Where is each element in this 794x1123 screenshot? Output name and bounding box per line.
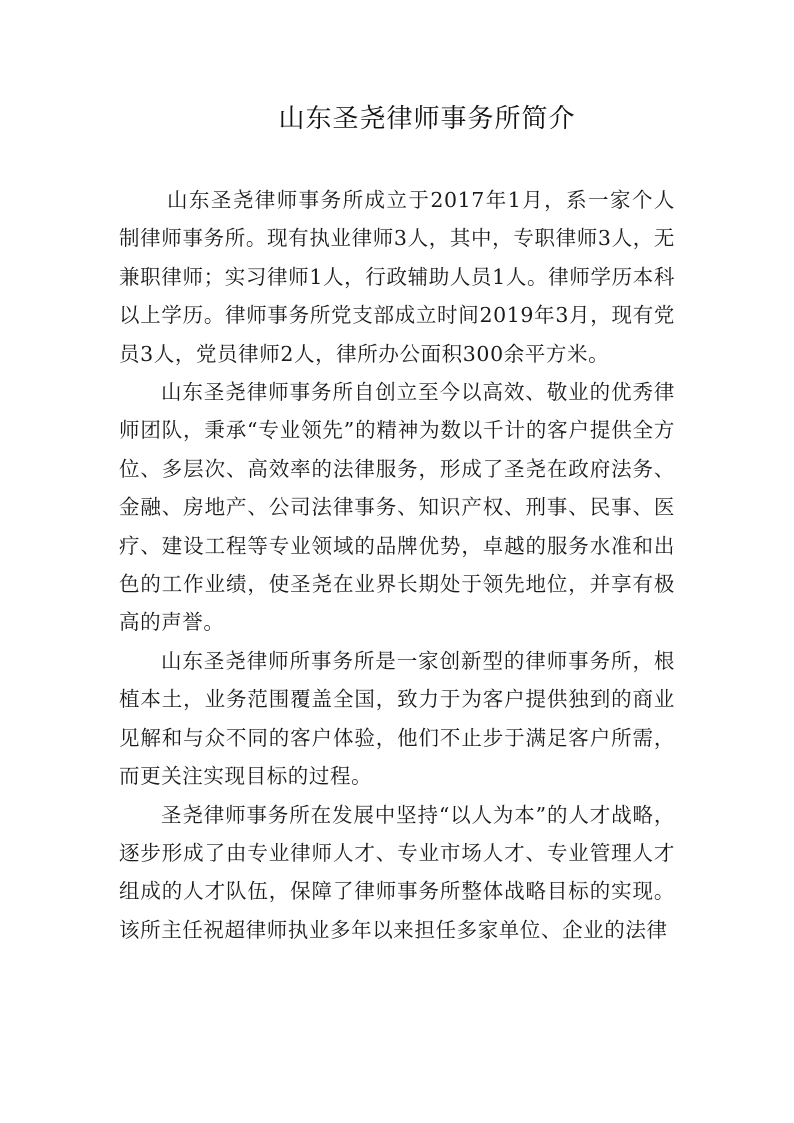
paragraph-innovation: 山东圣尧律师所事务所是一家创新型的律师事务所，根植本土，业务范围覆盖全国，致力于为客户提供独到的商业见解和与众不同的客户体验，他们不止步于满足客户所需，而更关注实现目标的过程。 — [119, 648, 675, 789]
paragraph-talent: 圣尧律师事务所在发展中坚持“以人为本”的人才战略，逐步形成了由专业律师人才、专业市场人才、专业管理人才组成的人才队伍，保障了律师事务所整体战略目标的实现。该所主任祝超律师执业多年以来担任多家单位、企业的法律 — [119, 802, 675, 942]
document-body — [119, 181, 675, 949]
paragraph-founding: 山东圣尧律师事务所成立于2017年1月，系一家个人制律师事务所。现有执业律师3人，其中，专职律师3人，无兼职律师；实习律师1人，行政辅助人员1人。律师学历本科以上学历。律师事务所党支部成立时间2019年3月，现有党员3人，党员律师2人，律所办公面积300余平方米。 — [119, 188, 675, 366]
page-title: 山东圣尧律师事务所简介 — [278, 104, 576, 134]
paragraph-team: 山东圣尧律师事务所自创立至今以高效、敬业的优秀律师团队，秉承“专业领先”的精神为数以千计的客户提供全方位、多层次、高效率的法律服务，形成了圣尧在政府法务、金融、房地产、公司法律事务、知识产权、刑事、民事、医疗、建设工程等专业领域的品牌优势，卓越的服务水准和出色的工作业绩，使圣尧在业界长期处于领先地位，并享有极高的声誉。 — [119, 380, 675, 635]
